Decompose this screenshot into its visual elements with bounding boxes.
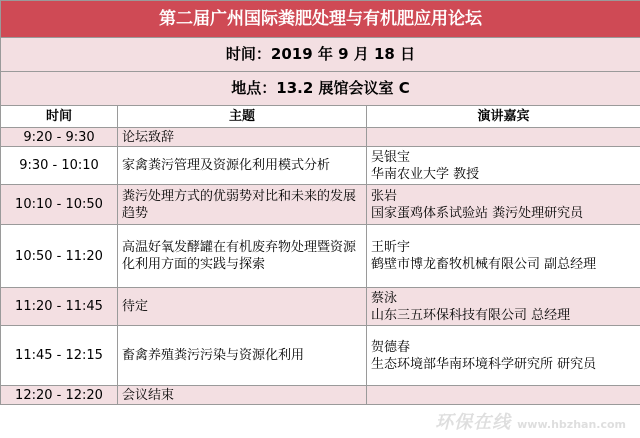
watermark-url: www.hbzhan.com: [517, 418, 626, 431]
table-row: [1, 225, 640, 288]
header-speaker: 演讲嘉宾: [367, 106, 640, 128]
row-topic: 待定: [118, 288, 367, 326]
row-time: 9:20 - 9:30: [1, 128, 118, 147]
speaker-affiliation: 山东三五环保科技有限公司 总经理: [371, 307, 571, 323]
table-row: [1, 326, 640, 386]
site-watermark: [435, 408, 626, 434]
speaker-name: 吴银宝: [371, 149, 411, 165]
event-venue: 地点：13.2 展馆会议室 C: [1, 72, 640, 106]
row-time: 9:30 - 10:10: [1, 147, 118, 185]
header-topic: 主题: [118, 106, 367, 128]
row-time: 11:45 - 12:15: [1, 326, 118, 386]
row-speaker: [367, 326, 640, 386]
row-topic: 畜禽养殖粪污污染与资源化利用: [118, 326, 367, 386]
row-topic: 粪污处理方式的优弱势对比和未来的发展趋势: [118, 185, 367, 225]
row-time: 10:50 - 11:20: [1, 225, 118, 288]
header-time: 时间: [1, 106, 118, 128]
watermark-text: 环保在线: [435, 412, 512, 433]
row-speaker: [367, 288, 640, 326]
speaker-affiliation: 华南农业大学 教授: [371, 166, 480, 182]
row-time: 11:20 - 11:45: [1, 288, 118, 326]
table-row: [1, 288, 640, 326]
speaker-affiliation: 鹤壁市博龙畜牧机械有限公司 副总经理: [371, 257, 597, 272]
speaker-name: 王昕宇: [371, 240, 411, 255]
speaker-name: 张岩: [371, 188, 398, 204]
row-time: 12:20 - 12:20: [1, 386, 118, 405]
row-speaker: [367, 147, 640, 185]
table-row: [1, 147, 640, 185]
speaker-name: 蔡泳: [371, 290, 398, 306]
row-topic: 会议结束: [118, 386, 367, 405]
table-row: [1, 128, 640, 147]
row-speaker: [367, 185, 640, 225]
speaker-name: 贺德春: [371, 339, 411, 355]
row-speaker: [367, 225, 640, 288]
row-speaker: [367, 128, 640, 147]
row-topic: 论坛致辞: [118, 128, 367, 147]
table-row: [1, 386, 640, 405]
forum-title: 第二届广州国际粪肥处理与有机肥应用论坛: [1, 1, 640, 38]
row-topic: 家禽粪污管理及资源化利用模式分析: [118, 147, 367, 185]
table-row: [1, 185, 640, 225]
row-time: 10:10 - 10:50: [1, 185, 118, 225]
speaker-affiliation: 国家蛋鸡体系试验站 粪污处理研究员: [371, 205, 584, 221]
speaker-affiliation: 生态环境部华南环境科学研究所 研究员: [371, 356, 597, 372]
row-topic: 高温好氧发酵罐在有机废弃物处理暨资源化利用方面的实践与探索: [118, 225, 367, 288]
event-time: 时间：2019 年 9 月 18 日: [1, 38, 640, 72]
row-speaker: [367, 386, 640, 405]
